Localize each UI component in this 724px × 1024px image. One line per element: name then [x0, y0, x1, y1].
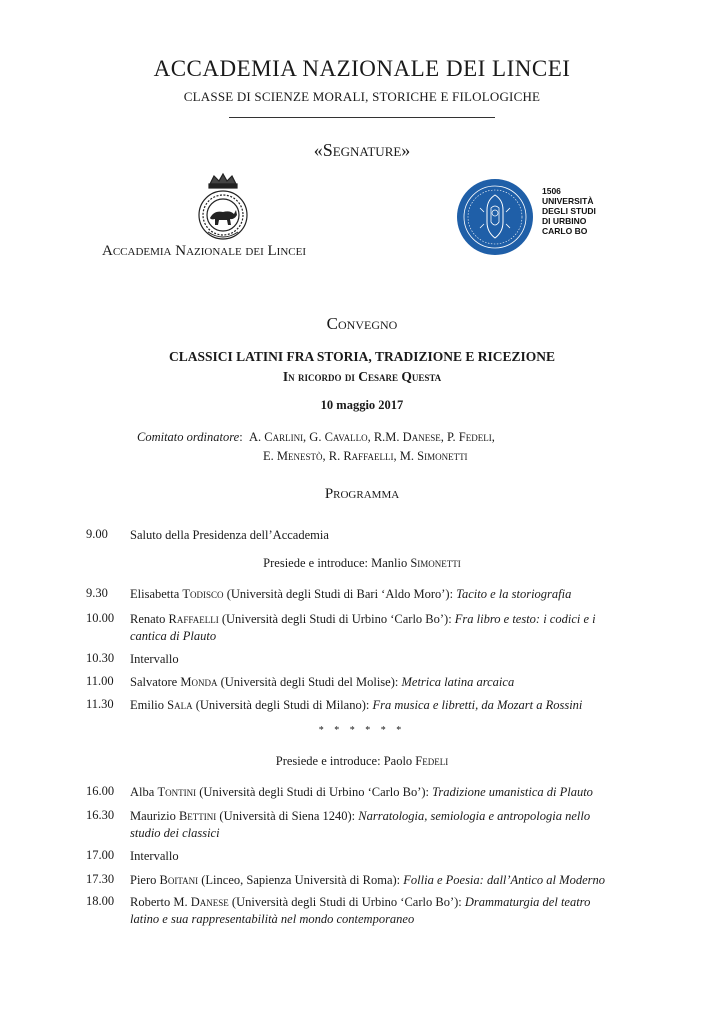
speaker-affiliation: (Università degli Studi di Urbino ‘Carlo Bo’): — [228, 895, 465, 909]
page-subtitle: CLASSE DI SCIENZE MORALI, STORICHE E FILOLOGICHE — [183, 89, 541, 104]
program-entry — [130, 611, 620, 645]
program-time: 9.30 — [86, 586, 108, 600]
program-time: 18.00 — [86, 894, 115, 908]
speaker-affiliation: (Università degli Studi di Bari ‘Aldo Moro’): — [223, 587, 457, 601]
speaker-first-name: Alba — [130, 785, 158, 799]
urbino-logo-wordmark — [542, 186, 596, 236]
chair-surname: Fedeli — [415, 754, 449, 768]
program-entry — [130, 808, 620, 842]
speaker-surname: Boitani — [159, 873, 199, 887]
program-time: 10.00 — [86, 611, 115, 625]
talk-title: Fra libro e testo: i codici e i cantica di Plauto — [130, 612, 596, 643]
urbino-line: UNIVERSITÀ — [542, 196, 594, 206]
speaker-affiliation: (Università di Siena 1240): — [216, 809, 359, 823]
comitato-line-1 — [137, 430, 495, 445]
program-entry — [130, 674, 620, 691]
page-title: ACCADEMIA NAZIONALE DEI LINCEI — [153, 56, 571, 81]
comitato-names: A. Carlini, G. Cavallo, R.M. Danese, P. Fedeli, — [248, 430, 495, 444]
urbino-year: 1506 — [542, 186, 561, 196]
comitato-label: Comitato ordinatore — [137, 430, 240, 444]
session-chair — [0, 754, 724, 769]
talk-title: Follia e Poesia: dall’Antico al Moderno — [403, 873, 605, 887]
title-divider — [229, 117, 495, 118]
speaker-affiliation: (Università degli Studi del Molise): — [217, 675, 402, 689]
accademia-crest-logo — [190, 172, 256, 246]
speaker-first-name: Maurizio — [130, 809, 179, 823]
talk-title: Tradizione umanistica di Plauto — [432, 785, 593, 799]
speaker-first-name: Emilio — [130, 698, 168, 712]
talk-title: Drammaturgia del teatro latino e sua rappresentabilità nel mondo contemporaneo — [130, 895, 591, 926]
speaker-first-name: Salvatore — [130, 675, 181, 689]
speaker-first-name: Renato — [130, 612, 169, 626]
speaker-affiliation: (Università degli Studi di Milano): — [192, 698, 373, 712]
speaker-affiliation: (Università degli Studi di Urbino ‘Carlo Bo’): — [218, 612, 455, 626]
program-time: 16.30 — [86, 808, 115, 822]
urbino-line: CARLO BO — [542, 226, 588, 236]
comitato-colon: : — [239, 430, 249, 444]
speaker-surname: Danese — [190, 895, 229, 909]
urbino-line: DI URBINO — [542, 216, 587, 226]
urbino-line: DEGLI STUDI — [542, 206, 596, 216]
speaker-surname: Bettini — [178, 809, 217, 823]
session-separator: * * * * * * — [318, 725, 406, 736]
program-entry — [130, 894, 620, 928]
talk-title: Tacito e la storiografia — [456, 587, 572, 601]
convegno-label: Convegno — [326, 314, 398, 333]
talk-title: Fra musica e libretti, da Mozart a Rossini — [372, 698, 583, 712]
program-time: 9.00 — [86, 527, 108, 541]
convegno-title: CLASSICI LATINI FRA STORIA, TRADIZIONE E RICEZIONE — [169, 349, 555, 364]
convegno-date: 10 maggio 2017 — [320, 398, 404, 412]
speaker-first-name: Elisabetta — [130, 587, 183, 601]
speaker-surname: Monda — [180, 675, 218, 689]
program-time: 10.30 — [86, 651, 115, 665]
chair-prefix: Presiede e introduce: Manlio — [263, 556, 411, 570]
speaker-surname: Todisco — [182, 587, 224, 601]
speaker-first-name: Piero — [130, 873, 160, 887]
program-entry — [130, 586, 620, 603]
talk-title: Metrica latina arcaica — [401, 675, 515, 689]
speaker-affiliation: (Linceo, Sapienza Università di Roma): — [198, 873, 404, 887]
program-entry — [130, 784, 620, 801]
session-chair — [0, 556, 724, 571]
program-entry: Intervallo — [130, 849, 179, 863]
speaker-affiliation: (Università degli Studi di Urbino ‘Carlo Bo’): — [196, 785, 433, 799]
urbino-university-seal-logo — [456, 178, 534, 256]
speaker-surname: Raffaelli — [168, 612, 219, 626]
chair-surname: Simonetti — [410, 556, 461, 570]
program-entry: Intervallo — [130, 652, 179, 666]
program-time: 11.00 — [86, 674, 114, 688]
program-time: 17.30 — [86, 872, 115, 886]
speaker-surname: Tontini — [157, 785, 197, 799]
talk-title: Narratologia, semiologia e antropologia nello studio dei classici — [130, 809, 591, 840]
series-title: «Segnature» — [313, 140, 411, 160]
program-time: 17.00 — [86, 848, 115, 862]
program-entry — [130, 697, 620, 714]
program-time: 11.30 — [86, 697, 114, 711]
program-entry — [130, 872, 620, 889]
program-time: 16.00 — [86, 784, 115, 798]
program-entry: Saluto della Presidenza dell’Accademia — [130, 528, 329, 542]
convegno-dedication: In ricordo di Cesare Questa — [282, 369, 442, 384]
comitato-names: E. Menestò, R. Raffaelli, M. Simonetti — [263, 449, 468, 463]
programma-label: Programma — [324, 486, 400, 502]
speaker-surname: Sala — [167, 698, 193, 712]
chair-prefix: Presiede e introduce: Paolo — [275, 754, 416, 768]
accademia-logo-caption: Accademia Nazionale dei Lincei — [102, 243, 306, 259]
speaker-first-name: Roberto M. — [130, 895, 191, 909]
